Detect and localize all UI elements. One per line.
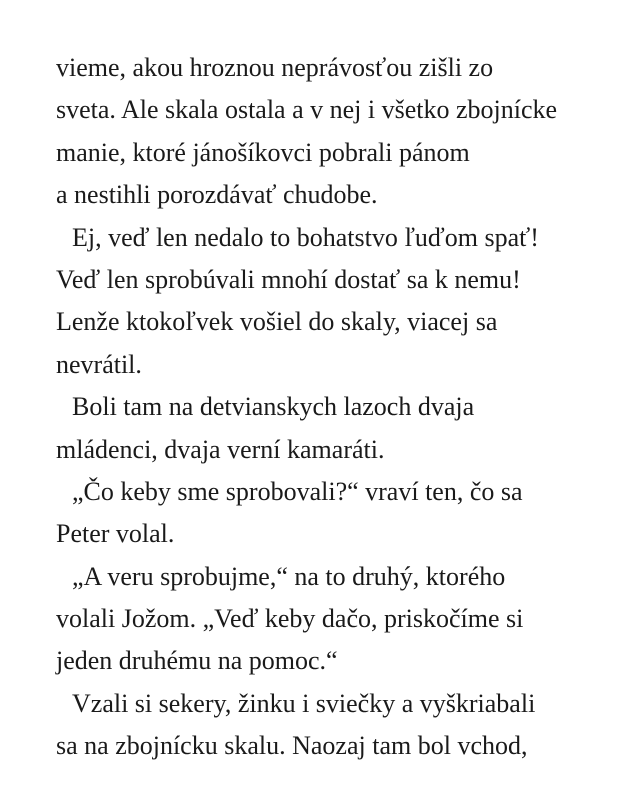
text-line: nevrátil. (56, 349, 142, 379)
paragraph-first-line: Ej, veď len nedalo to bohatstvo ľuďom spať! (72, 222, 539, 252)
text-line: a nestihli porozdávať chudobe. (56, 180, 378, 210)
book-page-text (56, 47, 616, 768)
paragraph-first-line: „A veru sprobujme,“ na to druhý, ktorého (72, 561, 506, 591)
text-line: mládenci, dvaja verní kamaráti. (56, 434, 385, 464)
text-line: sveta. Ale skala ostala a v nej i všetko zbojnícke (56, 95, 558, 125)
paragraph-first-line: Boli tam na detvianskych lazoch dvaja (72, 392, 475, 422)
text-line: volali Jožom. „Veď keby dačo, priskočíme si (56, 604, 524, 634)
text-line: manie, ktoré jánošíkovci pobrali pánom (56, 137, 470, 167)
text-line: Veď len sprobúvali mnohí dostať sa k nemu! (56, 264, 521, 294)
paragraph-first-line: Vzali si sekery, žinku i sviečky a vyškriabali (72, 688, 536, 718)
text-line: vieme, akou hroznou neprávosťou zišli zo (56, 53, 494, 82)
text-line: jeden druhému na pomoc.“ (56, 646, 338, 676)
text-line: Peter volal. (56, 519, 175, 549)
paragraph-first-line: „Čo keby sme sprobovali?“ vraví ten, čo sa (72, 476, 523, 506)
text-line: Lenže ktokoľvek vošiel do skaly, viacej sa (56, 307, 498, 337)
text-line: sa na zbojnícku skalu. Naozaj tam bol vchod, (56, 731, 528, 761)
